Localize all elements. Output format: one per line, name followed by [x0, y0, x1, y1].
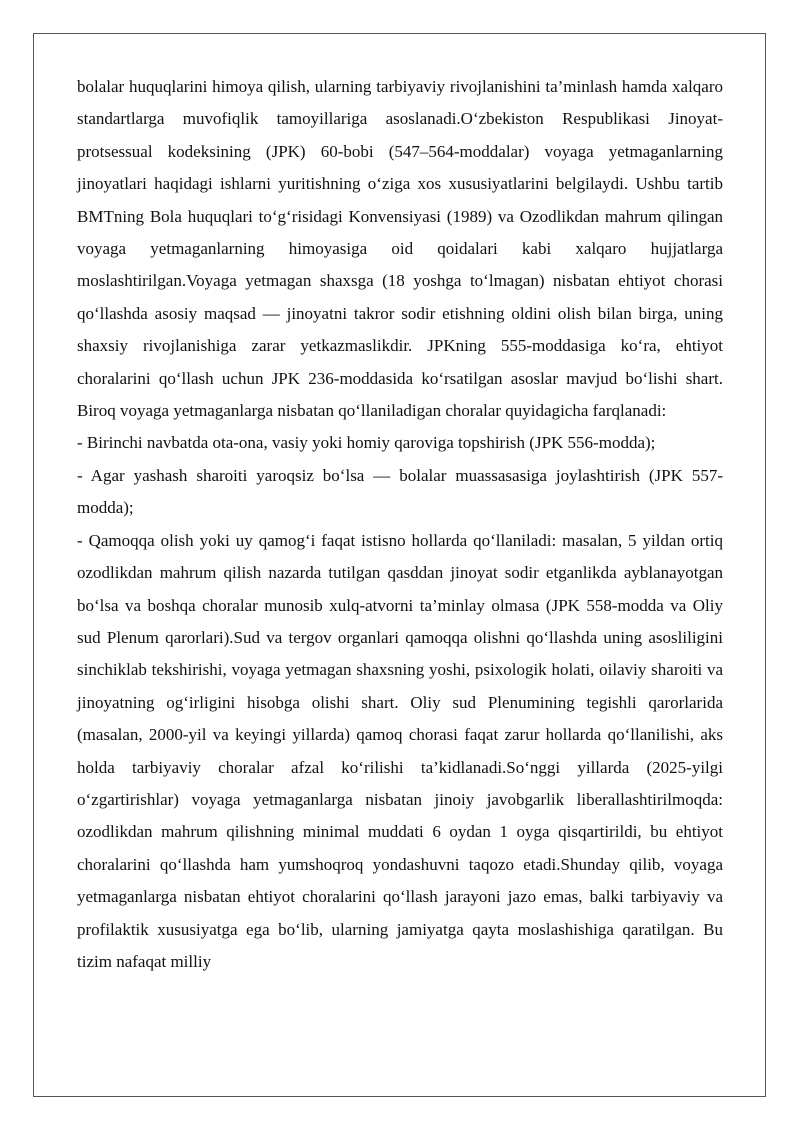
document-body — [77, 71, 723, 978]
list-item-detention: - Qamoqqa olish yoki uy qamog‘i faqat istisno hollarda qo‘llaniladi: masalan, 5 yildan ortiq ozodlikdan mahrum qilish nazarda tutilgan qasddan jinoyat sodir etganlikda ayblanayotgan bo‘lsa va boshqa choralar munosib xulq-atvorni ta’minlay olmasa (JPK 558-modda va Oliy sud Plenum qarorlari).Sud va tergov organlari qamoqqa olishni qo‘llashda uning asosliligini sinchiklab tekshirishi, voyaga yetmagan shaxsning yoshi, psixologik holati, oilaviy sharoiti va jinoyatning og‘irligini hisobga olishi shart. Oliy sud Plenumining tegishli qarorlarida (masalan, 2000-yil va keyingi yillarda) qamoq chorasi faqat zarur hollarda qo‘llanilishi, aks holda tarbiyaviy choralar afzal ko‘rilishi ta’kidlanadi.So‘nggi yillarda (2025-yilgi o‘zgartirishlar) voyaga yetmaganlarga nisbatan jinoiy javobgarlik liberallashtirilmoqda: ozodlikdan mahrum qilishning minimal muddati 6 oydan 1 oyga qisqartirildi, bu ehtiyot choralarini qo‘llashda ham yumshoqroq yondashuvni taqozo etadi.Shunday qilib, voyaga yetmaganlarga nisbatan ehtiyot choralarini qo‘llash jarayoni jazo emas, balki tarbiyaviy va profilaktik xususiyatga ega bo‘lib, ularning jamiyatga qayta moslashishiga qaratilgan. Bu tizim nafaqat milliy — [77, 530, 723, 971]
list-item-childrens-institution: - Agar yashash sharoiti yaroqsiz bo‘lsa — bolalar muassasasiga joylashtirish (JPK 557-modda); — [77, 465, 723, 518]
paragraph-intro: bolalar huquqlarini himoya qilish, ularning tarbiyaviy rivojlanishini ta’minlash hamda xalqaro standartlarga muvofiqlik tamoyillariga asoslanadi.O‘zbekiston Respublikasi Jinoyat-protsessual kodeksining (JPK) 60-bobi (547–564-moddalar) voyaga yetmaganlarning jinoyatlari haqidagi ishlarni yuritishning o‘ziga xos xususiyatlarini belgilaydi. Ushbu tartib BMTning Bola huquqlari to‘g‘risidagi Konvensiyasi (1989) va Ozodlikdan mahrum qilingan voyaga yetmaganlarning himoyasiga oid qoidalari kabi xalqaro hujjatlarga moslashtirilgan.Voyaga yetmagan shaxsga (18 yoshga to‘lmagan) nisbatan ehtiyot chorasi qo‘llashda asosiy maqsad — jinoyatni takror sodir etishning oldini olish bilan birga, uning shaxsiy rivojlanishiga zarar yetkazmaslikdir. JPKning 555-moddasiga ko‘ra, ehtiyot choralarini qo‘llash uchun JPK 236-moddasida ko‘rsatilgan asoslar mavjud bo‘lishi shart. Biroq voyaga yetmaganlarga nisbatan qo‘llaniladigan choralar quyidagicha farqlanadi: — [77, 77, 723, 421]
list-item-guardianship: - Birinchi navbatda ota-ona, vasiy yoki homiy qaroviga topshirish (JPK 556-modda); — [77, 433, 656, 453]
